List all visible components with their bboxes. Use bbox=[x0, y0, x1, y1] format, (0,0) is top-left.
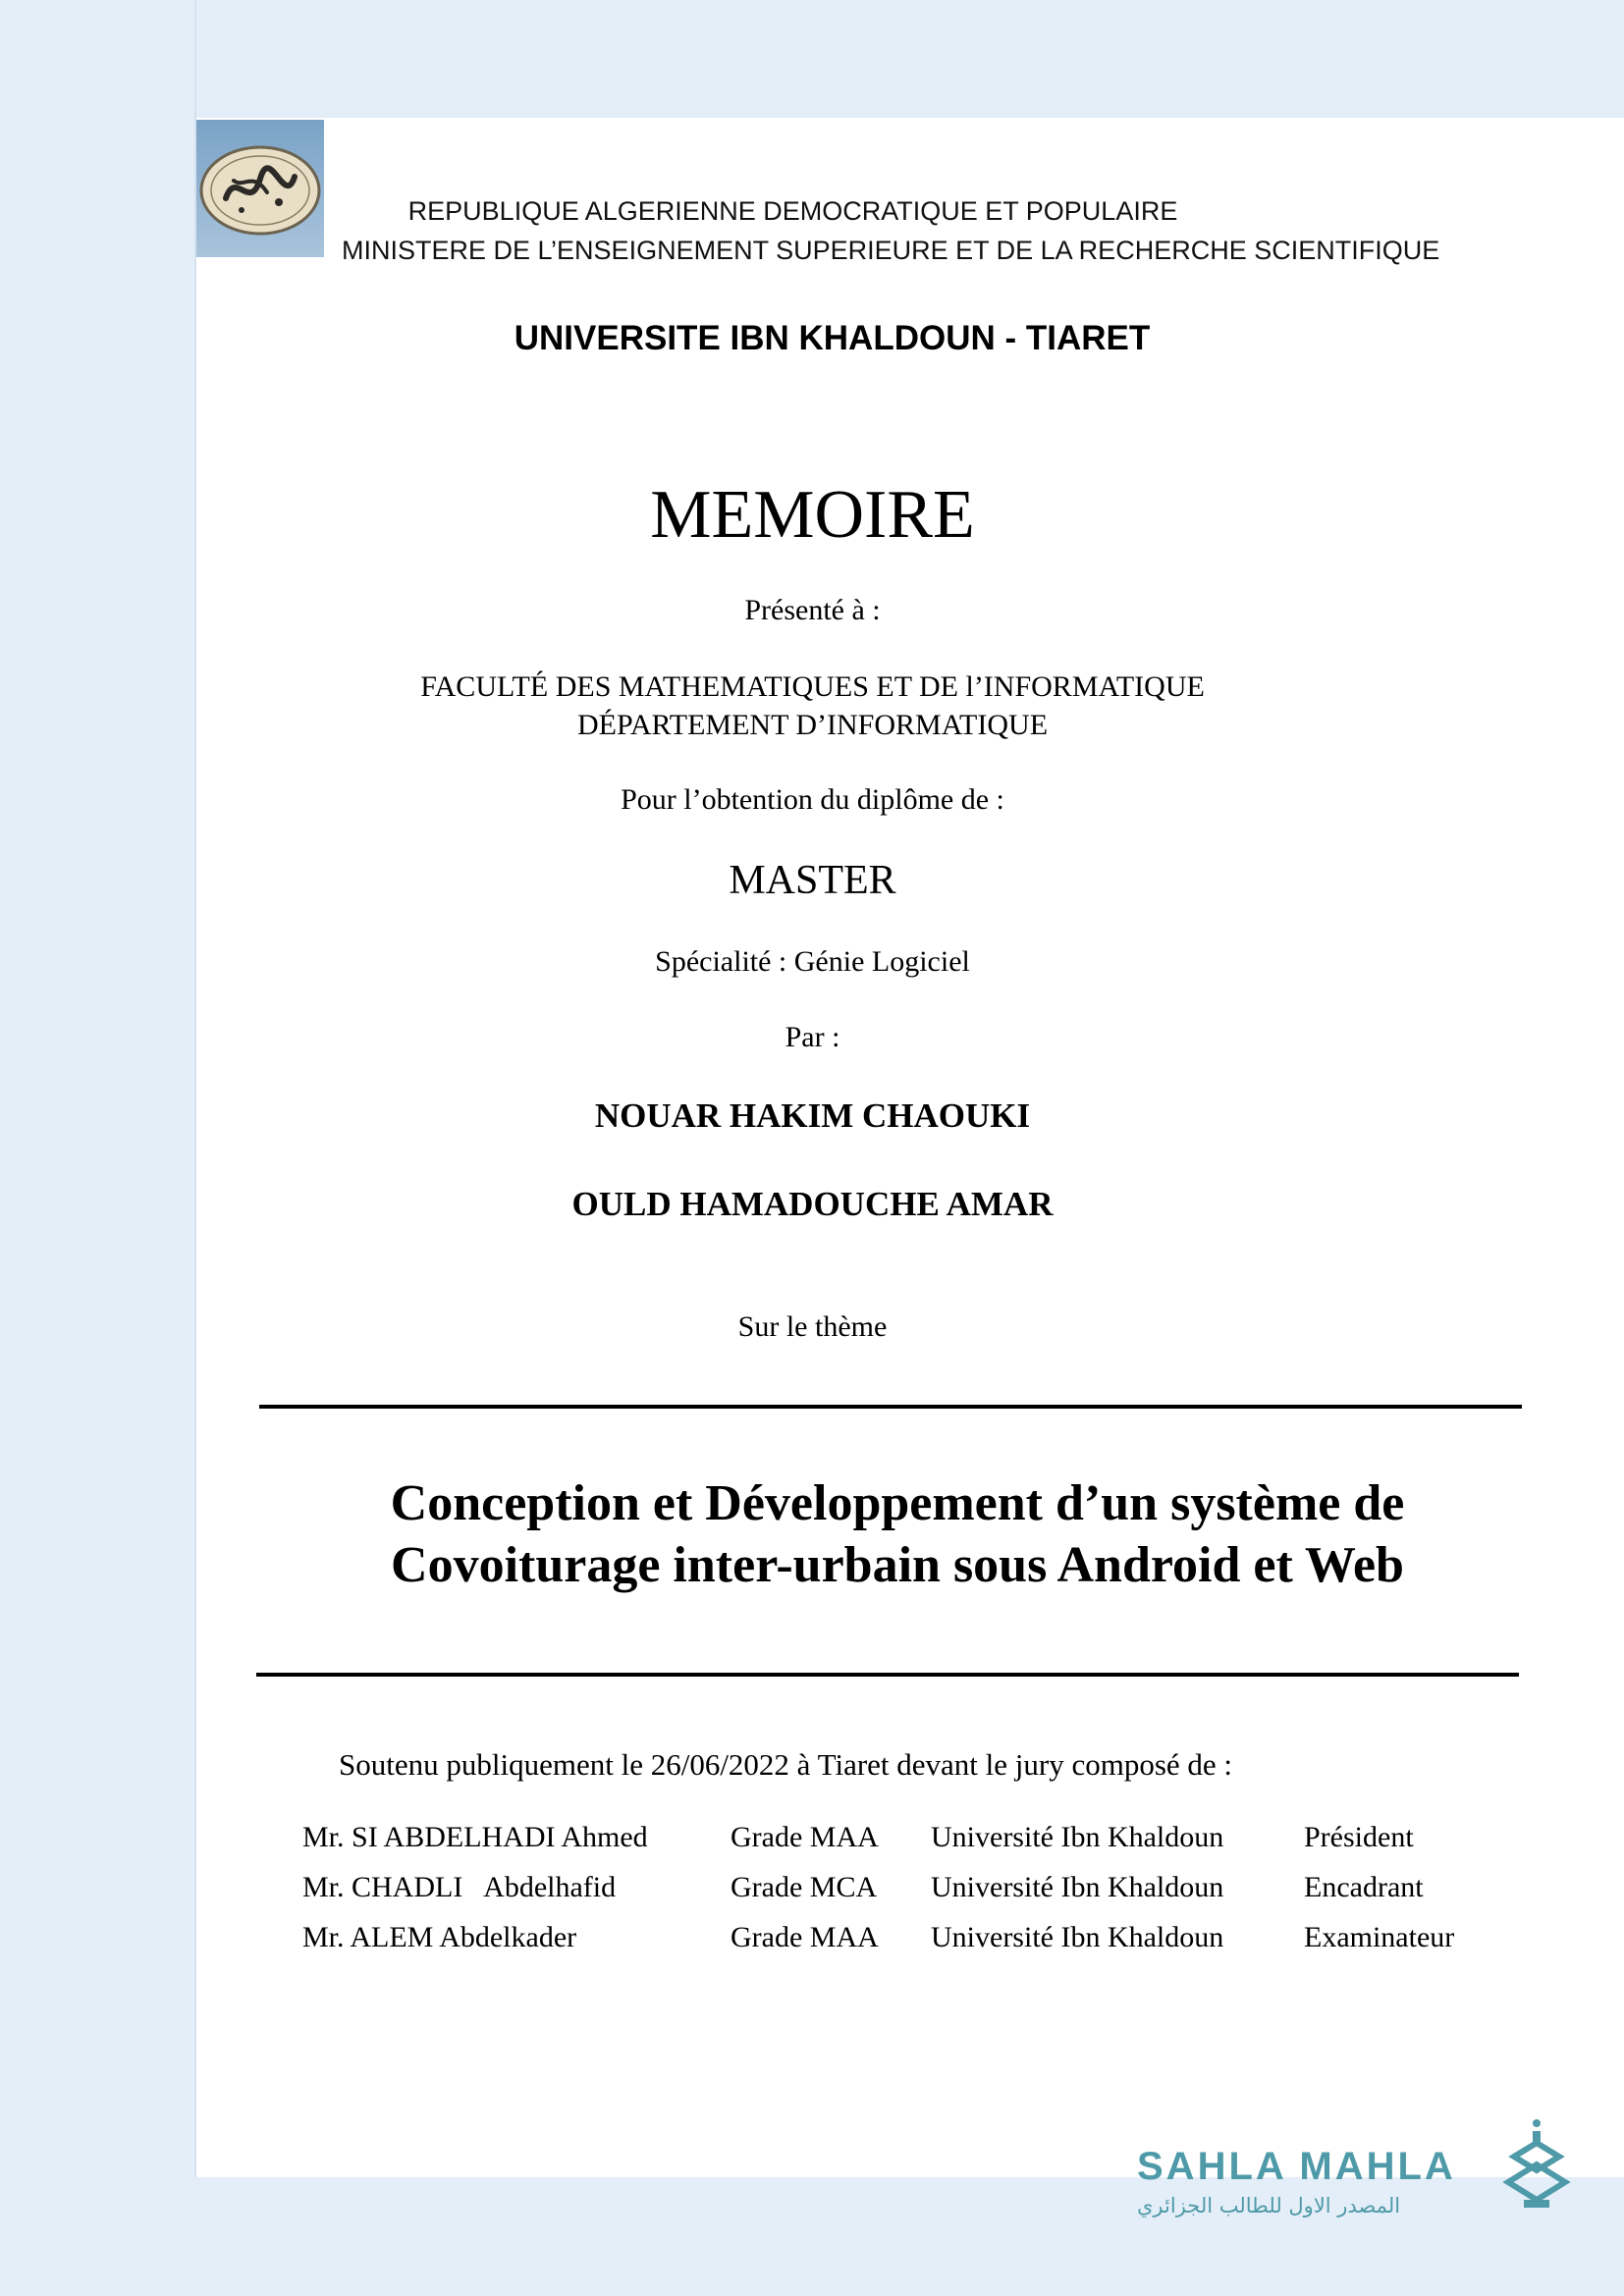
jury-role: Examinateur bbox=[1304, 1921, 1455, 1953]
ministry-line: MINISTERE DE L’ENSEIGNEMENT SUPERIEURE ET DE LA RECHERCHE SCIENTIFIQUE bbox=[342, 236, 1440, 265]
watermark-tagline: المصدر الاول للطالب الجزائري bbox=[1137, 2194, 1401, 2217]
author-1: NOUAR HAKIM CHAOUKI bbox=[594, 1096, 1031, 1135]
jury-grade: Grade MAA bbox=[731, 1821, 879, 1853]
sahla-mahla-watermark bbox=[1129, 2135, 1581, 2223]
theme-label: Sur le thème bbox=[737, 1310, 888, 1343]
author-2: OULD HAMADOUCHE AMAR bbox=[571, 1185, 1054, 1223]
jury-role: Président bbox=[1304, 1821, 1414, 1853]
university-name: UNIVERSITE IBN KHALDOUN - TIARET bbox=[514, 319, 1151, 357]
watermark-brand: SAHLA MAHLA bbox=[1137, 2145, 1456, 2188]
jury-name: Mr. SI ABDELHADI Ahmed bbox=[302, 1821, 648, 1853]
degree: MASTER bbox=[729, 858, 896, 903]
jury-grade: Grade MCA bbox=[731, 1871, 878, 1903]
by-label: Par : bbox=[785, 1021, 840, 1053]
jury-grade: Grade MAA bbox=[731, 1921, 879, 1953]
jury-university: Université Ibn Khaldoun bbox=[931, 1921, 1224, 1953]
jury-name: Mr. ALEM Abdelkader bbox=[302, 1921, 577, 1953]
sahla-mahla-logo-icon bbox=[1502, 2117, 1571, 2220]
left-band-edge bbox=[194, 0, 196, 2296]
for-degree: Pour l’obtention du diplôme de : bbox=[621, 783, 1004, 816]
title-rule-bottom bbox=[256, 1673, 1519, 1677]
presented-to: Présenté à : bbox=[744, 594, 881, 626]
faculty-block bbox=[295, 667, 1330, 744]
jury-role: Encadrant bbox=[1304, 1871, 1424, 1903]
thesis-title bbox=[259, 1472, 1536, 1596]
jury-name: Mr. CHADLI Abdelhafid bbox=[302, 1871, 617, 1903]
university-seal-icon bbox=[196, 120, 324, 257]
thesis-title-line-2: Covoiturage inter-urbain sous Android et Web bbox=[391, 1537, 1404, 1593]
document-type: MEMOIRE bbox=[650, 477, 975, 553]
left-band bbox=[0, 0, 194, 2296]
thesis-title-line-1: Conception et Développement d’un système de bbox=[390, 1475, 1405, 1531]
republic-line: REPUBLIQUE ALGERIENNE DEMOCRATIQUE ET POPULAIRE bbox=[407, 196, 1178, 226]
department-name: DÉPARTEMENT D’INFORMATIQUE bbox=[576, 709, 1049, 741]
defense-statement: Soutenu publiquement le 26/06/2022 à Tiaret devant le jury composé de : bbox=[339, 1747, 1233, 1782]
jury-university: Université Ibn Khaldoun bbox=[931, 1821, 1224, 1853]
specialty: Spécialité : Génie Logiciel bbox=[655, 945, 970, 978]
title-rule-top bbox=[259, 1405, 1522, 1409]
faculty-name: FACULTÉ DES MATHEMATIQUES ET DE l’INFORMATIQUE bbox=[420, 670, 1205, 703]
jury-university: Université Ibn Khaldoun bbox=[931, 1871, 1224, 1903]
top-band bbox=[0, 0, 1624, 118]
